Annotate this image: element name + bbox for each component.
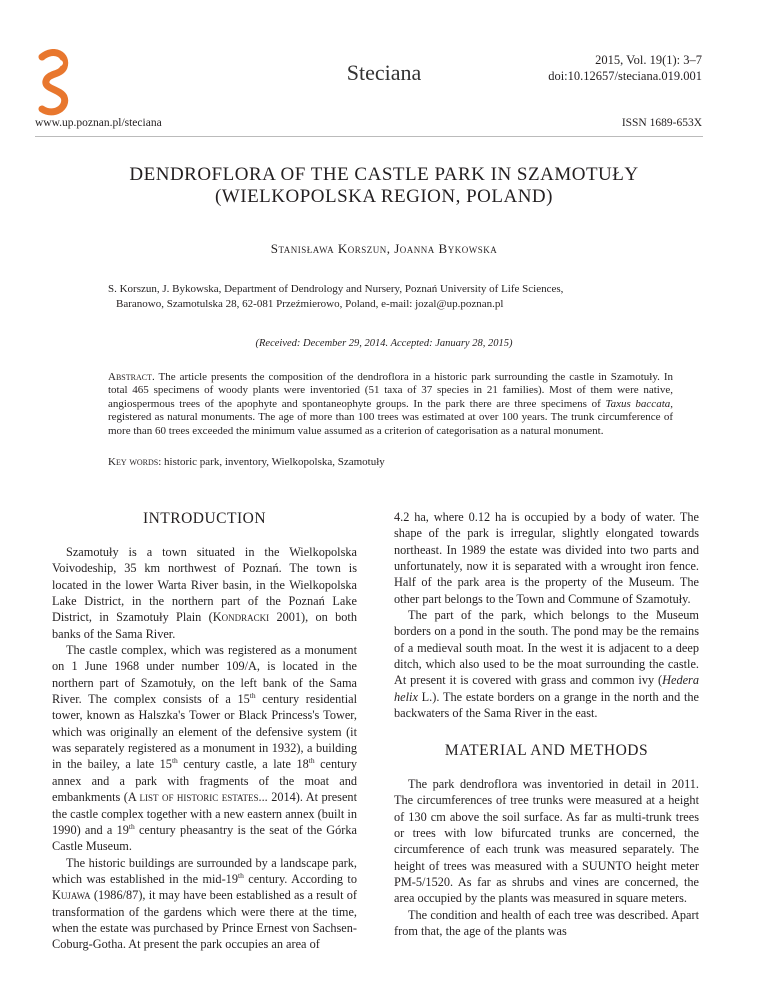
species-name: Hedera helix xyxy=(394,673,699,704)
volume-line: 2015, Vol. 19(1): 3–7 xyxy=(595,53,702,67)
text: century pheasantry is the seat of the Górka Castle Museum. xyxy=(52,822,357,854)
introduction-heading: INTRODUCTION xyxy=(142,510,267,527)
text: ... 2014). At present the castle complex together with a new eastern annex (built in 1990) and a 19 xyxy=(52,790,357,837)
superscript: th xyxy=(308,756,315,766)
journal-name: Steciana xyxy=(346,60,422,85)
paragraph xyxy=(52,642,357,854)
superscript: th xyxy=(171,756,178,766)
abstract-label: Abstract. xyxy=(108,371,155,383)
journal-url[interactable]: www.up.poznan.pl/steciana xyxy=(35,117,162,129)
citation: list of historic estates xyxy=(139,790,259,805)
received-dates: (Received: December 29, 2014. Accepted: January 28, 2015) xyxy=(255,338,513,349)
introduction-left-column xyxy=(52,544,357,953)
abstract-text-2: , registered as natural monuments. The age of more than 100 trees was estimated at over 100 years. The trunk circumference of more than 60 trees exceeded the minimum value assumed as a criterion of categorisation as a natural monument. xyxy=(108,397,673,437)
title-line-1: DENDROFLORA OF THE CASTLE PARK IN SZAMOTUŁY xyxy=(129,164,639,185)
introduction-right-column xyxy=(394,509,699,721)
title-line-2: (WIELKOPOLSKA REGION, POLAND) xyxy=(214,186,553,207)
keywords-label: Key words xyxy=(108,456,159,468)
text: (1986/87), it may have been established as a result of transformation of the gardens which were there at the time, when the estate was purchased by Prince Ernest von Sachsen-Coburg-Gotha. At present the park occupies an area of xyxy=(52,888,357,952)
superscript: th xyxy=(249,691,256,700)
text: L.). The estate borders on a grange in the north and the backwaters of the Sama River in the east. xyxy=(394,689,699,721)
affiliation xyxy=(108,282,673,312)
text: The historic buildings are surrounded by a landscape park, which was established in the mid-19 xyxy=(52,855,357,886)
keywords-text: : historic park, inventory, Wielkopolska, Szamotuły xyxy=(158,456,385,468)
text: The part of the park, which belongs to the Museum borders on a pond in the south. The pond may be the remains of a medieval south moat. In the west it is adjacent to a deep ditch, which also used to be the moat surrounding the castle. At present it is covered with grass and common ivy ( xyxy=(394,608,699,688)
abstract-text-1: The article presents the composition of the dendroflora in a historic park surrounding the castle in Szamotuły. In total 465 specimens of woody plants were inventoried (51 taxa of 37 species in 21 families). Most of them were native, angiospermous trees of the apophyte and spontaneophyte groups. In the park there are three specimens of xyxy=(108,371,673,410)
volume-info xyxy=(548,52,702,84)
abstract-species: Taxus baccata xyxy=(605,397,671,410)
keywords xyxy=(108,456,673,468)
text: The castle complex, which was registered as a monument on 1 June 1968 under number 109/A, is located in the northern part of Szamotuły, on the left bank of the Sama River. The complex consists of a 15 xyxy=(52,643,357,707)
paragraph: 4.2 ha, where 0.12 ha is occupied by a body of water. The shape of the park is irregular, slightly elongated towards northeast. In 1989 the estate was divided into two parts and unfortunately, now it is separated with a wrought iron fence. Half of the park area is the property of the Museum. The other part belongs to the Town and Commune of Szamotuły. xyxy=(394,510,699,606)
paragraph xyxy=(52,544,357,642)
affiliation-line-1: S. Korszun, J. Bykowska, Department of Dendrology and Nursery, Poznań University of Life Sciences, xyxy=(108,283,564,295)
text: 2001), on both banks of the Sama River. xyxy=(52,610,357,641)
citation: Kujawa xyxy=(52,888,91,903)
authors: Stanisława Korszun, Joanna Bykowska xyxy=(270,241,498,256)
paragraph: The park dendroflora was inventoried in detail in 2011. The circumferences of tree trunks were measured at a height of 130 cm above the soil surface. As far as multi-trunk trees or trees with low bifurcated trunks are concerned, the circumference of each trunk was measured separately. The height of trees was measured with a SUUNTO height meter PM-5/1520. As far as shrubs and vines are concerned, the area occupied by the plants was measured in square meters. xyxy=(394,777,699,906)
superscript: th xyxy=(237,870,244,880)
text: century residential tower, known as Halszka's Tower or Black Princess's Tower, which was originally an element of the defensive system (it was separately registered as a monument in 1932), a building in the bailey, a late 15 xyxy=(52,692,357,772)
abstract xyxy=(108,371,673,438)
text: century castle, a late 18 xyxy=(177,757,309,772)
doi: doi:10.12657/steciana.019.001 xyxy=(548,69,702,83)
methods-heading: MATERIAL AND METHODS xyxy=(444,742,649,759)
citation: Kondracki xyxy=(212,610,270,625)
methods-text xyxy=(394,776,699,939)
article-title xyxy=(0,164,768,208)
issn: ISSN 1689-653X xyxy=(621,117,702,129)
header-divider xyxy=(35,136,703,137)
paragraph xyxy=(52,855,357,953)
paragraph xyxy=(394,607,699,721)
text: century. According to xyxy=(243,871,357,886)
affiliation-line-2: Baranowo, Szamotulska 28, 62-081 Przeźmierowo, Poland, e-mail: jozal@up.poznan.pl xyxy=(116,298,504,310)
text: century annex and a park with fragments of the moat and embankments (A xyxy=(52,757,357,805)
superscript: th xyxy=(128,821,135,831)
paragraph: The condition and health of each tree was described. Apart from that, the age of the plants was xyxy=(394,907,699,939)
text: Szamotuły is a town situated in the Wielkopolska Voivodeship, 35 km northwest of Poznań. The town is located in the lower Warta River basin, in the Wielkopolska Lake District, in the northern part of the Poznań Lake District, in Szamotuły Plain ( xyxy=(52,545,357,625)
